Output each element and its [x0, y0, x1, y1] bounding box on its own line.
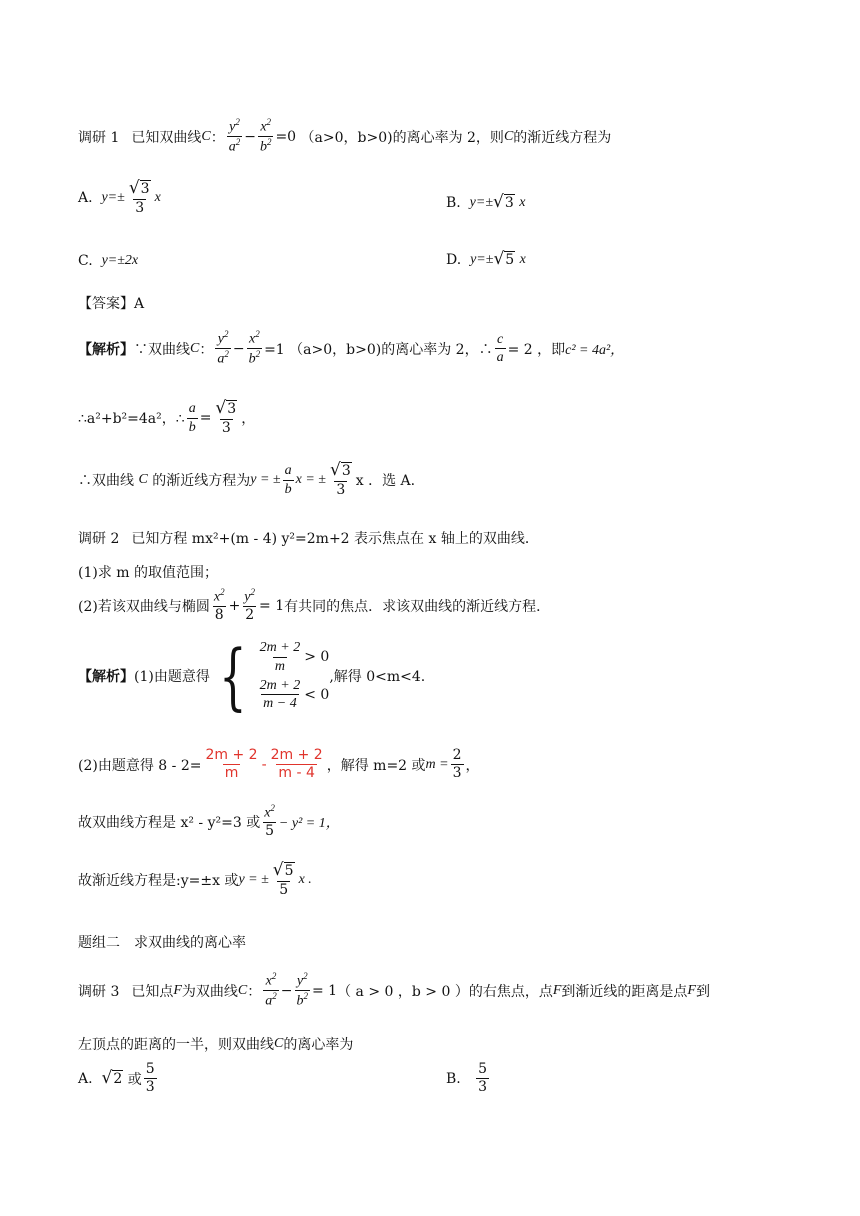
text: 到 — [695, 983, 710, 1000]
text: ∴双曲线 — [78, 473, 134, 490]
text: 有共同的焦点．求该双曲线的渐近线方程． — [284, 598, 551, 615]
text: 或 — [127, 1071, 142, 1088]
solution-label: 【解析】 — [78, 669, 134, 685]
option-label: C. — [78, 253, 93, 269]
denominator: 3 — [336, 481, 346, 498]
q1-solution-1: 【解析】 ∵双曲线 C ： $y^2$ $a^2$ − $\frac{x^2}{b^2}$ =1 （a>0，b>0)的离心率为 2，∴ $\frac{c}{a}$ = 2 ，即 c² = 4a²， — [78, 329, 625, 367]
q3-label: 调研 3 — [78, 983, 120, 1000]
frac-x2-a2: $x^2$ $a^2$ — [265, 971, 277, 1009]
radicand: 2 — [113, 1070, 123, 1087]
denominator: 3 — [145, 1079, 155, 1096]
q1-label: 调研 1 — [78, 129, 120, 146]
q2-part1 — [78, 562, 218, 582]
numerator: 2m + 2 — [259, 678, 301, 693]
colon: ： — [199, 341, 214, 358]
denominator: 3 — [221, 419, 231, 436]
point-f: F — [687, 982, 696, 998]
denominator: m − 4 — [263, 696, 297, 712]
math: y=±2x — [101, 253, 139, 268]
text: 故双曲线方程是 x² - y²=3 或 — [78, 814, 261, 831]
q1-option-d[interactable] — [446, 251, 526, 269]
relation: < 0 — [304, 686, 330, 703]
denominator: m — [224, 765, 239, 782]
frac-5-3 — [476, 1062, 489, 1096]
option-label: A. — [78, 190, 93, 207]
math: x — [519, 251, 526, 267]
q2-part2 — [78, 588, 550, 623]
text: ,解得 0<m<4. — [329, 669, 426, 685]
radicand: 3 — [504, 195, 514, 211]
curve-c: C — [237, 982, 248, 998]
q3-option-b[interactable] — [446, 1062, 491, 1096]
q2-solution-3 — [78, 804, 340, 839]
colon: ： — [210, 129, 225, 146]
q1-solution-2 — [78, 400, 255, 436]
math: x — [519, 194, 526, 210]
text: + — [228, 597, 241, 614]
frac-red — [269, 748, 325, 782]
frac-x2-5: $x^2$ 5 — [264, 803, 275, 840]
option-label: D. — [446, 251, 462, 268]
q1-stem-text: 已知双曲线 — [131, 129, 202, 146]
math: y=± — [101, 190, 125, 206]
math: − y² = 1， — [278, 815, 340, 831]
q1-answer — [78, 293, 144, 313]
numerator: 2m + 2 — [270, 747, 323, 763]
q3-option-a[interactable] — [78, 1062, 159, 1096]
q1-stem-end: 的渐近线方程为 — [513, 129, 612, 146]
q2-solution-1 — [78, 634, 426, 718]
curve-c: C — [274, 1036, 284, 1051]
solution-label: 【解析】 — [78, 341, 134, 358]
math: x . — [298, 872, 312, 888]
q2-stem-text: 已知方程 mx²+(m - 4) y²=2m+2 表示焦点在 x 轴上的双曲线． — [131, 531, 539, 547]
q2-solution-2 — [78, 748, 480, 782]
math: c² = 4a²， — [565, 342, 625, 358]
q1-option-c[interactable] — [78, 253, 138, 269]
text: ∴a²+b²=4a²，∴ — [78, 411, 185, 428]
option-label: B. — [446, 194, 461, 211]
math: y=± — [470, 251, 494, 267]
frac-c-a: $\frac{c}{a}$ — [496, 331, 504, 366]
sqrt3: √ 3 — [493, 192, 514, 212]
denominator: 3 — [135, 199, 145, 216]
frac-x2-b2: $\frac{x^2}{b^2}$ — [259, 117, 272, 155]
eq-zero: =0 — [275, 128, 297, 145]
q3-stem-line2 — [78, 1034, 353, 1054]
group-title: 题组二 求双曲线的离心率 — [78, 935, 246, 951]
radicand: 5 — [505, 252, 515, 268]
inequality-system: { $\frac{2m + 2}{m}$ > 0 $\frac{2m + 2}{m - 4}$ < 0 — [219, 634, 330, 718]
q2-stem — [78, 528, 539, 548]
text: (2)若该双曲线与椭圆 — [78, 598, 210, 615]
q1-option-b[interactable] — [446, 194, 525, 212]
relation: > 0 — [304, 649, 330, 666]
numerator: 5 — [478, 1061, 488, 1077]
text: 左顶点的距离的一半，则双曲线 — [78, 1037, 274, 1053]
frac-sqrt3-3: √ 3 3 — [215, 398, 237, 436]
frac-sqrt5-5: √ 5 5 — [272, 860, 294, 898]
text: 到渐近线的距离是点 — [561, 983, 688, 1000]
math: x — [154, 190, 161, 206]
text: 故渐近线方程是:y=±x 或 — [78, 873, 239, 890]
frac — [258, 640, 303, 674]
text: = 2 ，即 — [507, 341, 566, 358]
numerator: 5 — [145, 1061, 155, 1077]
text: （ a > 0 ，b > 0 ）的右焦点，点 — [337, 983, 553, 1000]
text: = 1 — [259, 597, 285, 614]
curve-c: C — [190, 340, 200, 356]
point-f: F — [552, 982, 562, 998]
group-heading — [78, 932, 246, 952]
q1-cond: （a>0，b>0)的离心率为 2，则 — [300, 129, 504, 146]
frac-5-3 — [144, 1062, 157, 1096]
frac-red — [203, 748, 259, 782]
text: x ．选 A. — [355, 473, 416, 490]
frac-sqrt3-3: √ 3 3 — [128, 178, 150, 216]
sqrt2: √ 2 — [101, 1067, 123, 1088]
option-label: A. — [78, 1070, 93, 1087]
frac-a-b: $\frac{a}{b}$ — [284, 463, 292, 497]
option-label: B. — [446, 1070, 461, 1087]
text: (1)由题意得 — [134, 669, 210, 685]
colon: ： — [247, 983, 262, 1000]
text: =1 （a>0，b>0)的离心率为 2，∴ — [264, 341, 493, 358]
q1-solution-3 — [78, 462, 415, 498]
math: y = ± — [250, 472, 281, 488]
q1-option-a[interactable] — [78, 180, 161, 216]
frac-2-3 — [451, 748, 464, 782]
sqrt5: √ 5 — [493, 249, 515, 269]
frac-y2-b2: $\frac{y^2}{b^2}$ — [296, 971, 308, 1009]
curve-c: C — [503, 128, 514, 144]
text: (1)求 m 的取值范围； — [78, 565, 219, 581]
answer-text: 【答案】A — [78, 296, 145, 312]
frac-y2-a2: $y^2$ $a^2$ — [217, 329, 229, 367]
frac-a-b: $\frac{a}{b}$ — [188, 401, 196, 435]
frac-y2-2: $\frac{y^2}{2}$ — [244, 587, 256, 624]
math: y=± — [469, 194, 494, 210]
math: m = — [425, 756, 449, 772]
text: ，解得 m=2 或 — [326, 757, 426, 774]
text: 的离心率为 — [283, 1037, 354, 1053]
curve-c: C — [201, 128, 211, 144]
denominator: m — [274, 658, 285, 674]
text: 的渐近线方程为 — [152, 473, 251, 490]
frac-x2-8: $x^2$ 8 — [213, 587, 225, 624]
frac-sqrt3-3: √ 3 3 — [329, 460, 351, 498]
q1-stem: 调研 1 已知双曲线 C ： $y^2$ $a^2$ − $\frac{x^2}{b^2}$ =0 （a>0，b>0)的离心率为 2，则 C 的渐近线方程为 — [78, 117, 612, 155]
math: x = ± — [295, 472, 326, 488]
text: = 1 — [312, 982, 338, 999]
frac — [258, 678, 303, 712]
frac-y2-a2: $y^2$ $a^2$ — [228, 117, 241, 155]
q2-solution-4 — [78, 862, 312, 898]
q2-label: 调研 2 — [78, 531, 120, 547]
point-f: F — [173, 982, 182, 998]
radicand: 3 — [140, 181, 150, 197]
text: ， — [241, 411, 256, 428]
text: ∵双曲线 — [134, 341, 190, 358]
curve-c: C — [138, 472, 148, 488]
numerator: 2 — [452, 747, 462, 763]
denominator: 3 — [452, 765, 462, 782]
text: 为双曲线 — [181, 983, 238, 1000]
text: 已知点 — [131, 983, 174, 1000]
text: (2)由题意得 8 - 2= — [78, 757, 202, 774]
numerator: 2m + 2 — [259, 640, 301, 656]
q3-stem: 调研 3 已知点 F 为双曲线 C ： $x^2$ $a^2$ − $\frac{y^2}{b^2}$ = 1 （ a > 0 ，b > 0 ）的右焦点，点 F 到渐近线的距离是点 F 到 — [78, 971, 710, 1009]
math: y = ± — [238, 872, 269, 888]
denominator: 3 — [478, 1079, 488, 1096]
minus: - — [261, 756, 267, 773]
text: ， — [465, 757, 480, 774]
radicand: 3 — [341, 463, 351, 479]
radicand: 3 — [227, 401, 237, 417]
numerator: 2m + 2 — [205, 747, 258, 763]
frac-x2-b2: $\frac{x^2}{b^2}$ — [248, 329, 261, 367]
text: = — [199, 410, 212, 427]
denominator: m - 4 — [278, 765, 315, 782]
